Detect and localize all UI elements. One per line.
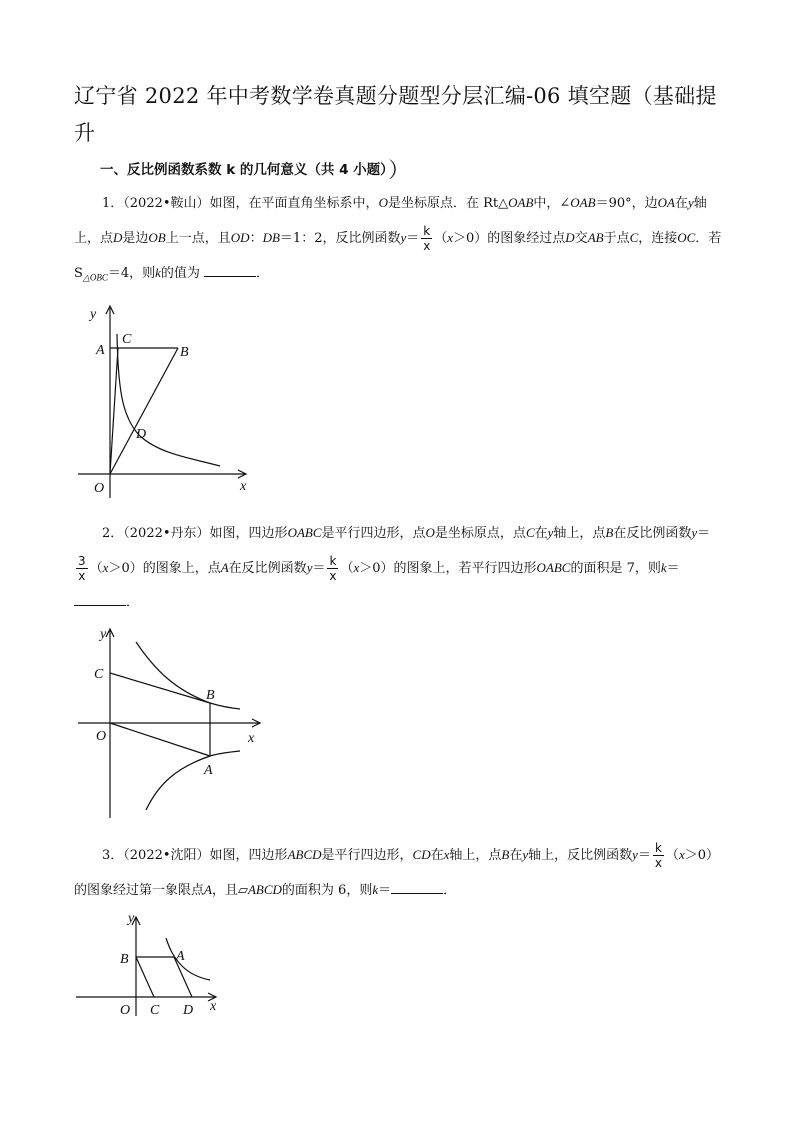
question-2-text: 2．（2022•丹东）如图，四边形OABC是平行四边形，点O是坐标原点，点C在y轴上，点B在反比例函数y＝ $\frac{3}{x}$ （x＞0）的图象上，点A在反比例函数y＝ $\frac{k}{x}$ （x＞0）的图象上，若平行四边形OABC的面积是 7，则k＝． bbox=[74, 516, 722, 620]
label-A: A bbox=[96, 343, 105, 358]
answer-blank-2[interactable] bbox=[74, 591, 126, 606]
section-heading: 一、反比例函数系数 k 的几何意义（共 4 小题） bbox=[100, 162, 394, 178]
segment-CB bbox=[110, 673, 210, 703]
hyperbola-upper bbox=[136, 642, 240, 709]
label-B: B bbox=[206, 688, 215, 703]
title-line-1: 辽宁省 2022 年中考数学卷真题分题型分层汇编-06 填空题（基础提升 bbox=[74, 84, 717, 145]
label-B: B bbox=[120, 952, 129, 967]
segment-BC bbox=[136, 957, 154, 997]
question-1-text: 1．（2022•鞍山）如图，在平面直角坐标系中，O是坐标原点．在 Rt△OAB中，∠OAB＝90°，边OA在y轴上，点D是边OB上一点，且OD：DB＝1：2，反比例函数y＝ $\frac{k}{x}$ （x＞0）的图象经过点D交AB于点C，连接OC．若 $S_{\triangle OBC}=4$，则k的值为 ． bbox=[74, 195, 722, 283]
label-C: C bbox=[94, 667, 104, 682]
label-A: A bbox=[176, 949, 185, 964]
question-3-text: 3．（2022•沈阳）如图，四边形ABCD是平行四边形，CD在x轴上，点B在y轴上，反比例函数y＝ $\frac{k}{x}$ （x＞0）的图象经过第一象限点A，且▱ABCD的面积为 6，则k＝ ． bbox=[74, 841, 719, 898]
label-x: x bbox=[240, 479, 247, 494]
segment-OA bbox=[110, 723, 210, 756]
figure-2 bbox=[70, 620, 270, 822]
hyperbola-curve bbox=[117, 334, 220, 466]
fraction-k-over-x: $\frac{k}{x}$ bbox=[654, 841, 662, 870]
label-y: y bbox=[128, 911, 135, 926]
fraction-k-over-x: $\frac{k}{x}$ bbox=[329, 554, 337, 583]
answer-blank-3[interactable] bbox=[391, 879, 443, 894]
label-D: D bbox=[136, 427, 147, 442]
hyperbola-lower bbox=[146, 751, 240, 810]
label-A: A bbox=[204, 763, 213, 778]
label-x: x bbox=[210, 999, 217, 1014]
label-y: y bbox=[100, 627, 107, 642]
label-O: O bbox=[94, 481, 105, 496]
figure-1 bbox=[70, 298, 270, 504]
segment-OB bbox=[110, 348, 178, 474]
segment-OC bbox=[110, 348, 118, 474]
label-O: O bbox=[96, 729, 107, 744]
label-C: C bbox=[122, 332, 132, 347]
fraction-k-over-x: $\frac{k}{x}$ bbox=[423, 224, 431, 253]
hyperbola-curve bbox=[166, 938, 210, 980]
fraction-3-over-x: $\frac{3}{x}$ bbox=[78, 554, 86, 583]
label-x: x bbox=[248, 731, 255, 746]
answer-blank-1[interactable] bbox=[204, 262, 256, 277]
label-C: C bbox=[150, 1003, 160, 1018]
title-line-2: ） bbox=[388, 158, 410, 182]
label-B: B bbox=[180, 345, 189, 360]
label-y: y bbox=[90, 307, 97, 322]
label-D: D bbox=[183, 1003, 194, 1018]
figure-3 bbox=[70, 908, 230, 1020]
label-O: O bbox=[120, 1003, 131, 1018]
